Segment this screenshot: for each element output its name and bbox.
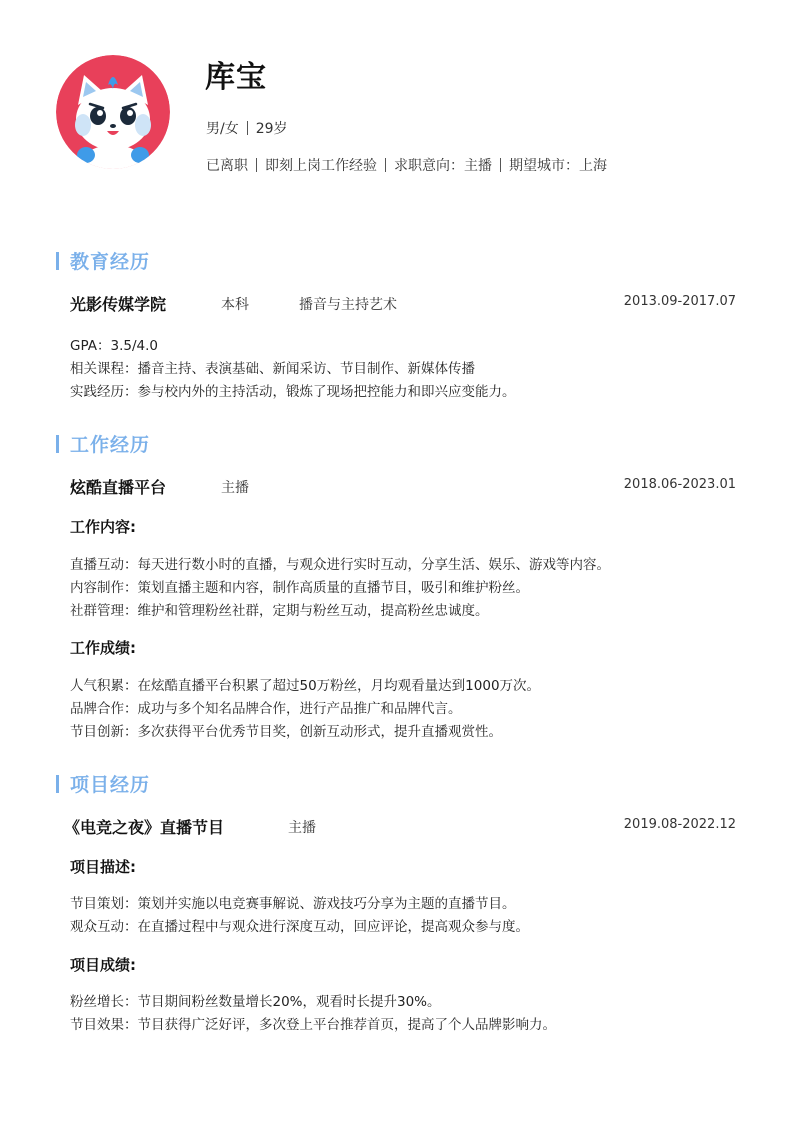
job-intention: 求职意向：主播: [394, 158, 492, 174]
job-info-row: [206, 155, 607, 175]
section-title-education: [56, 247, 150, 274]
candidate-name: 库宝: [205, 60, 267, 95]
project-desc-heading: 项目描述:: [70, 858, 136, 876]
section-title-text: 工作经历: [70, 434, 151, 456]
school-name: 光影传媒学院: [70, 295, 167, 314]
section-accent-bar: [56, 252, 59, 270]
work-content-heading: 工作内容:: [70, 518, 136, 536]
section-title-text: 项目经历: [70, 774, 151, 796]
education-entry-header: [70, 292, 736, 314]
project-achievement-line: 粉丝增长：节目期间粉丝数量增长20%，观看时长提升30%。: [70, 994, 441, 1010]
work-content-line: 社群管理：维护和管理粉丝社群，定期与粉丝互动，提高粉丝忠诚度。: [70, 603, 489, 619]
age: 29岁: [255, 121, 288, 137]
section-accent-bar: [56, 775, 59, 793]
gender: 男/女: [206, 121, 239, 137]
project-name: 《电竞之夜》直播节目: [64, 818, 225, 837]
project-achievement-heading: 项目成绩:: [70, 956, 136, 974]
work-achievement-line: 节目创新：多次获得平台优秀节目奖，创新互动形式，提升直播观赏性。: [70, 724, 502, 740]
work-content-line: 内容制作：策划直播主题和内容，制作高质量的直播节目，吸引和维护粉丝。: [70, 580, 529, 596]
employment-status: 已离职: [206, 158, 248, 174]
project-desc-line: 观众互动：在直播过程中与观众进行深度互动，回应评论，提高观众参与度。: [70, 919, 529, 935]
education-line: 实践经历：参与校内外的主持活动，锻炼了现场把控能力和即兴应变能力。: [70, 384, 516, 400]
avatar: [56, 55, 170, 169]
work-achievement-line: 品牌合作：成功与多个知名品牌合作，进行产品推广和品牌代言。: [70, 701, 462, 717]
project-role: 主播: [288, 820, 316, 836]
education-line: GPA：3.5/4.0: [70, 338, 158, 354]
divider: [256, 158, 257, 172]
project-entry-header: [64, 815, 736, 837]
work-achievement-line: 人气积累：在炫酷直播平台积累了超过50万粉丝，月均观看量达到1000万次。: [70, 678, 541, 694]
work-role: 主播: [221, 480, 249, 496]
basic-info-row: [206, 118, 288, 138]
availability: 即刻上岗工作经验: [265, 158, 377, 174]
education-date: 2013.09-2017.07: [623, 294, 736, 309]
section-title-work: [56, 430, 150, 457]
work-entry-header: [70, 475, 736, 497]
work-content-line: 直播互动：每天进行数小时的直播，与观众进行实时互动，分享生活、娱乐、游戏等内容。: [70, 557, 610, 573]
divider: [500, 158, 501, 172]
project-date: 2019.08-2022.12: [623, 817, 736, 832]
project-desc-line: 节目策划：策划并实施以电竞赛事解说、游戏技巧分享为主题的直播节目。: [70, 896, 516, 912]
education-line: 相关课程：播音主持、表演基础、新闻采访、节目制作、新媒体传播: [70, 361, 475, 377]
degree: 本科: [221, 297, 249, 313]
project-achievement-line: 节目效果：节目获得广泛好评，多次登上平台推荐首页，提高了个人品牌影响力。: [70, 1017, 556, 1033]
company-name: 炫酷直播平台: [70, 478, 167, 497]
work-achievement-heading: 工作成绩:: [70, 639, 136, 657]
section-accent-bar: [56, 435, 59, 453]
divider: [247, 121, 248, 135]
section-title-text: 教育经历: [70, 251, 151, 273]
major: 播音与主持艺术: [299, 297, 397, 313]
work-date: 2018.06-2023.01: [623, 477, 736, 492]
divider: [385, 158, 386, 172]
section-title-project: [56, 770, 150, 797]
cat-mascot-icon: [56, 55, 170, 169]
expected-city: 期望城市：上海: [509, 158, 607, 174]
